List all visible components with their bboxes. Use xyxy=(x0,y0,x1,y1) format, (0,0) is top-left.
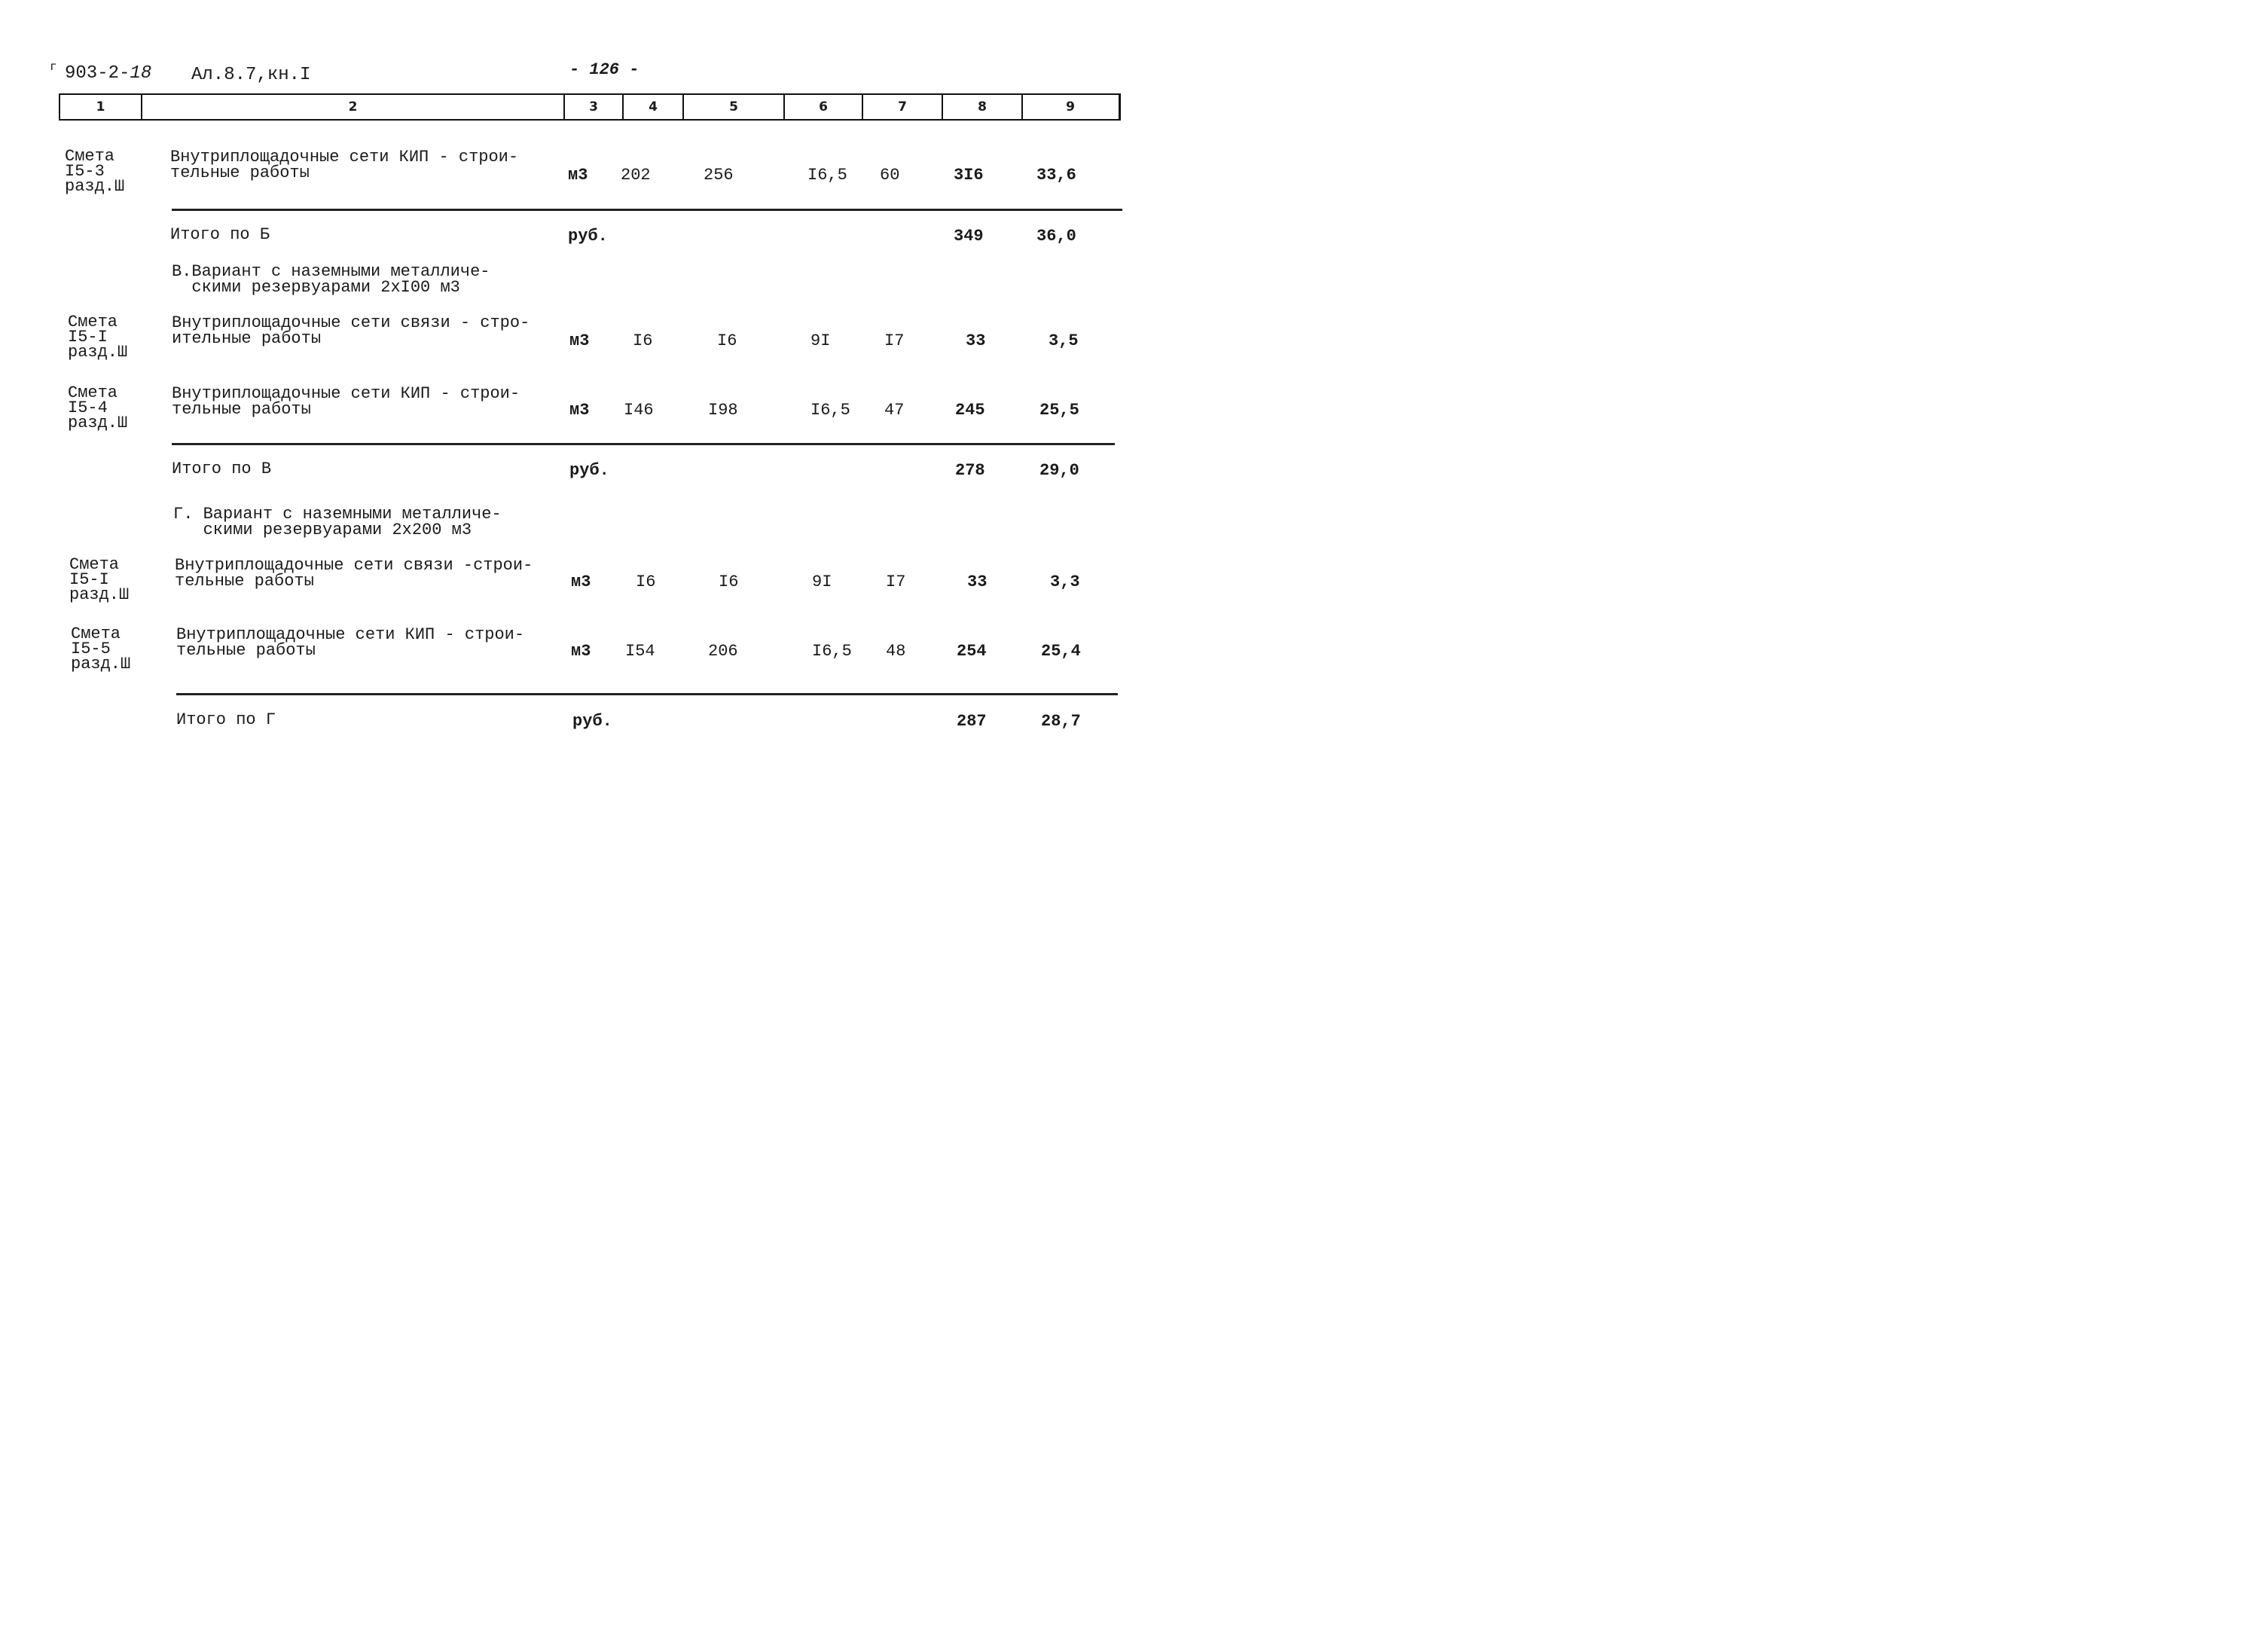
doc-code-number: 18 xyxy=(130,63,152,84)
row-description: Внутриплощадочные сети КИП - строи- тельные работы xyxy=(176,625,525,660)
row-col4: I6 xyxy=(633,331,653,350)
row-unit: м3 xyxy=(571,642,591,661)
total-col8: 278 xyxy=(955,461,985,480)
row-code: Смета I5-3 разд.Ш xyxy=(65,147,125,196)
row-description: Внутриплощадочные сети связи - стро- ительные работы xyxy=(172,313,530,348)
column-number-2: 2 xyxy=(348,99,358,115)
row-code: Смета I5-I разд.Ш xyxy=(68,313,128,362)
section-heading: Г. Вариант с наземными металличе- скими резервуарами 2x200 м3 xyxy=(173,505,502,539)
row-col8: 3I6 xyxy=(954,166,984,185)
row-col5: I6 xyxy=(719,573,739,591)
doc-code xyxy=(65,63,151,84)
total-unit: руб. xyxy=(572,712,612,731)
row-col8: 245 xyxy=(955,401,985,420)
row-col5: 256 xyxy=(704,166,734,185)
total-unit: руб. xyxy=(568,227,608,246)
row-col8: 33 xyxy=(967,573,987,591)
row-unit: м3 xyxy=(568,166,588,185)
row-unit: м3 xyxy=(571,573,591,591)
column-header-row xyxy=(59,93,1121,121)
total-col9: 29,0 xyxy=(1039,461,1079,480)
total-col9: 28,7 xyxy=(1041,712,1081,731)
row-description: Внутриплощадочные сети КИП - строи- тельные работы xyxy=(172,384,520,419)
row-col9: 33,6 xyxy=(1036,166,1076,185)
total-label: Итого по Б xyxy=(170,225,270,244)
row-col9: 25,4 xyxy=(1041,642,1081,661)
total-col8: 349 xyxy=(954,227,984,246)
row-col6: 9I xyxy=(810,331,831,350)
row-col9: 25,5 xyxy=(1039,401,1079,420)
row-col8: 254 xyxy=(957,642,987,661)
row-col6: I6,5 xyxy=(810,401,850,420)
total-unit: руб. xyxy=(569,461,609,480)
row-col5: I98 xyxy=(708,401,738,420)
column-number-1: 1 xyxy=(96,99,105,115)
total-col9: 36,0 xyxy=(1036,227,1076,246)
row-col4: I6 xyxy=(636,573,656,591)
total-label: Итого по Г xyxy=(176,710,276,729)
column-number-7: 7 xyxy=(898,99,907,115)
row-code: Смета I5-5 разд.Ш xyxy=(71,625,131,673)
total-label: Итого по В xyxy=(172,460,272,478)
corner-mark: г xyxy=(50,60,57,74)
column-number-6: 6 xyxy=(819,99,828,115)
album-reference: Ал.8.7,кн.I xyxy=(191,65,311,85)
column-number-8: 8 xyxy=(978,99,987,115)
column-number-9: 9 xyxy=(1066,99,1075,115)
row-col6: I6,5 xyxy=(812,642,852,661)
row-col5: 206 xyxy=(708,642,738,661)
row-unit: м3 xyxy=(569,401,590,420)
row-col6: I6,5 xyxy=(807,166,847,185)
row-description: Внутриплощадочные сети связи -строи- тельные работы xyxy=(175,556,533,591)
divider-line xyxy=(172,209,1122,211)
page-number: - 126 - xyxy=(569,60,639,79)
column-number-4: 4 xyxy=(649,99,658,115)
total-col8: 287 xyxy=(957,712,987,731)
row-col8: 33 xyxy=(966,331,986,350)
row-col7: 60 xyxy=(880,166,900,185)
divider-line xyxy=(172,443,1115,445)
row-col5: I6 xyxy=(717,331,737,350)
row-unit: м3 xyxy=(569,331,590,350)
divider-line xyxy=(176,693,1118,695)
doc-code-prefix: 903-2- xyxy=(65,63,130,84)
row-col7: I7 xyxy=(886,573,906,591)
row-col4: I54 xyxy=(625,642,655,661)
column-number-5: 5 xyxy=(729,99,738,115)
row-col4: 202 xyxy=(621,166,651,185)
row-col7: 48 xyxy=(886,642,906,661)
row-col6: 9I xyxy=(812,573,832,591)
row-col7: 47 xyxy=(884,401,905,420)
row-col7: I7 xyxy=(884,331,905,350)
row-description: Внутриплощадочные сети КИП - строи- тельные работы xyxy=(170,148,519,182)
section-heading: В.Вариант с наземными металличе- скими резервуарами 2xI00 м3 xyxy=(172,262,490,297)
row-col4: I46 xyxy=(624,401,654,420)
row-col9: 3,5 xyxy=(1049,331,1079,350)
row-col9: 3,3 xyxy=(1050,573,1080,591)
row-code: Смета I5-4 разд.Ш xyxy=(68,383,128,432)
column-number-3: 3 xyxy=(589,99,598,115)
row-code: Смета I5-I разд.Ш xyxy=(69,555,130,604)
